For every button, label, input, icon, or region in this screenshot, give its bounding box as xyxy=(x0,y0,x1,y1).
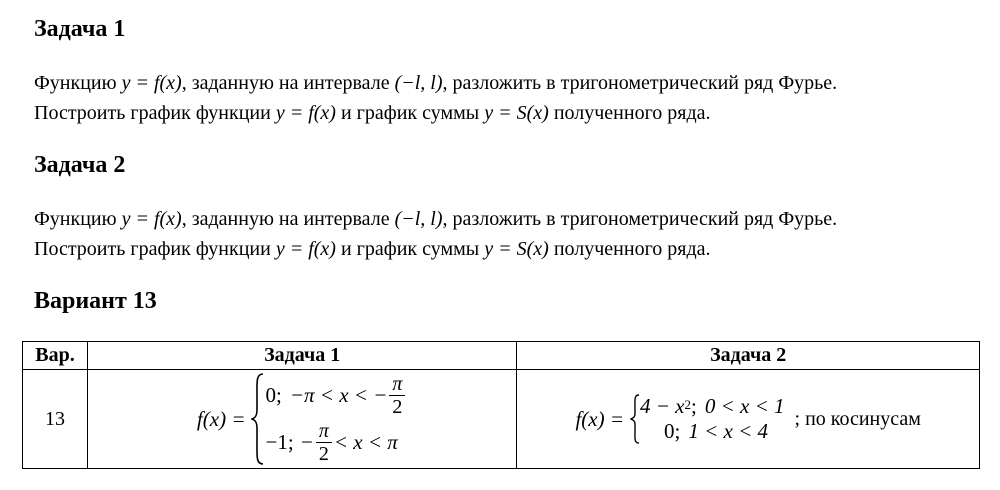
task2-case-2: 0; 1 < x < 4 xyxy=(664,419,769,443)
task1-piecewise-formula xyxy=(197,372,407,466)
task2-line2: Построить график функции y = f(x) и график суммы y = S(x) полученного ряда. xyxy=(34,238,711,260)
task1-paragraph xyxy=(34,68,837,128)
left-brace-icon xyxy=(630,394,640,444)
task2-heading: Задача 2 xyxy=(34,152,126,178)
task1-line2: Построить график функции y = f(x) и график суммы y = S(x) полученного ряда. xyxy=(34,102,711,124)
variant-heading: Вариант 13 xyxy=(34,288,157,314)
formula: y = f(x) xyxy=(275,238,336,260)
task2-line1: Функцию y = f(x), заданную на интервале (−l, l), разложить в тригонометрический ряд Фурье. xyxy=(34,208,838,230)
task2-case-1: 4 − x $^2$ ; 0 < x < 1 xyxy=(640,394,785,418)
task2-paragraph xyxy=(34,204,837,264)
formula: (−l, l) xyxy=(394,208,443,230)
variant-table xyxy=(22,341,980,469)
task2-cases xyxy=(640,394,785,444)
task1-line1: Функцию y = f(x), заданную на интервале (−l, l), разложить в тригонометрический ряд Фурье. xyxy=(34,72,838,94)
task1-heading: Задача 1 xyxy=(34,16,126,42)
table-row xyxy=(23,370,980,469)
task2-piecewise-formula xyxy=(575,394,920,444)
variant-number-cell: 13 xyxy=(23,370,88,469)
cosine-series-note: ; по косинусам xyxy=(794,407,921,430)
left-brace-icon xyxy=(251,372,265,466)
fraction-pi-over-2: $\frac{\pi}{2}$ xyxy=(389,373,405,418)
table-header-row xyxy=(23,342,980,370)
formula-lhs: f(x) = xyxy=(575,406,624,431)
formula: y = f(x) xyxy=(275,102,336,124)
task1-case-2: −1; − $\frac{\pi}{2}$ < x < π xyxy=(265,420,398,465)
task2-formula-cell xyxy=(517,370,980,469)
formula-lhs: f(x) = xyxy=(196,406,246,431)
task1-cases xyxy=(265,373,407,465)
formula: (−l, l) xyxy=(394,72,443,94)
header-variant: Вар. xyxy=(23,342,88,370)
formula: y = f(x) xyxy=(121,72,182,94)
header-task1: Задача 1 xyxy=(87,342,516,370)
formula: y = S(x) xyxy=(484,102,549,124)
formula: y = S(x) xyxy=(484,238,549,260)
task1-case-1: 0; −π < x < − $\frac{\pi}{2}$ xyxy=(265,373,407,418)
header-task2: Задача 2 xyxy=(517,342,980,370)
fraction-pi-over-2: $\frac{\pi}{2}$ xyxy=(316,420,332,465)
formula: y = f(x) xyxy=(121,208,182,230)
task1-formula-cell xyxy=(87,370,516,469)
